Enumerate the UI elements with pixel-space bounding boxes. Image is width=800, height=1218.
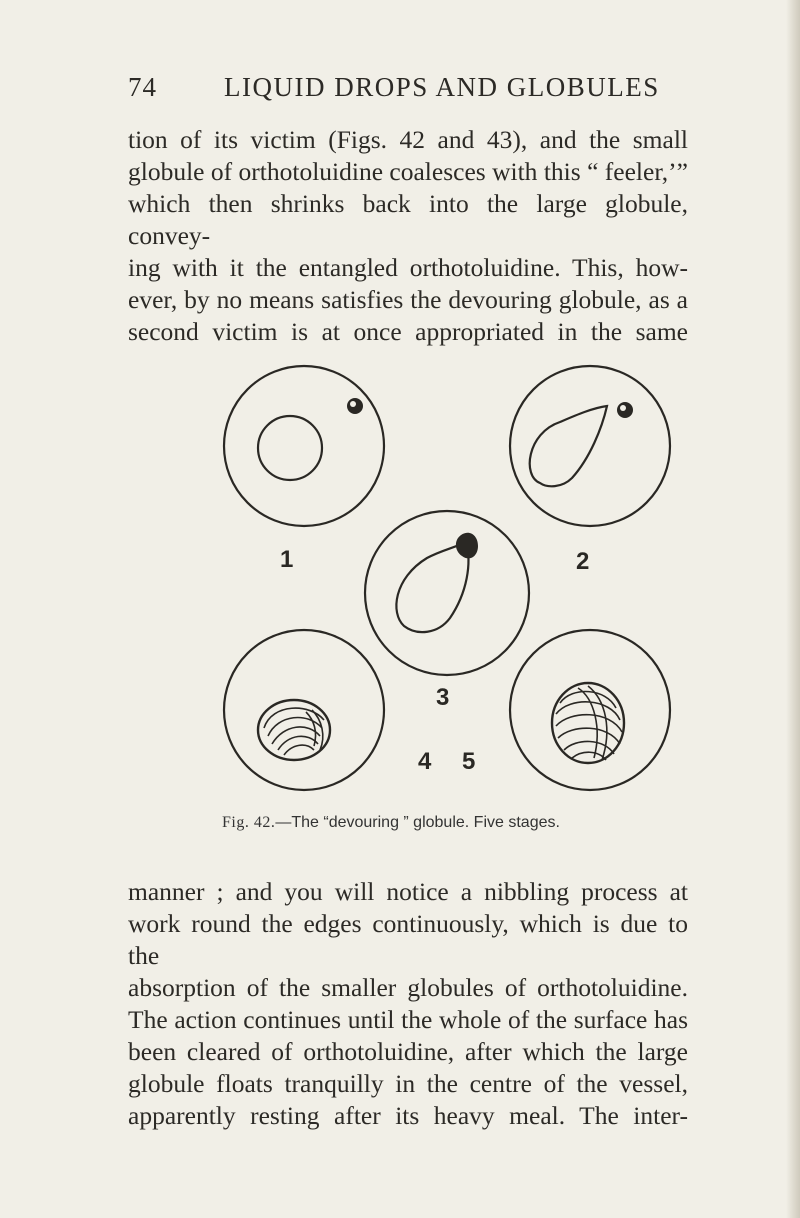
text-line: apparently resting after its heavy meal. The inter- [128,1101,688,1130]
vessel-stage-5 [510,630,670,790]
globule-stage-4 [258,700,330,760]
text-line: second victim is at once appropriated in the same [128,317,688,346]
text-line: globule floats tranquilly in the centre of the vessel, [128,1069,688,1098]
stage-label-5: 5 [462,748,476,775]
text-line: globule of orthotoluidine coalesces with this “ feeler,’” [128,157,688,186]
globule-stage-2 [530,406,607,486]
victim-globule-3 [456,533,478,559]
text-line: ing with it the entangled orthotoluidine. This, how- [128,253,688,282]
page-number: 74 [128,72,157,102]
vessel-stage-4 [224,630,384,790]
caption-text: —The “devouring ” globule. Five stages. [275,814,560,831]
running-title: LIQUID DROPS AND GLOBULES [224,72,660,102]
globule-stage-5 [552,683,624,763]
text-line: manner ; and you will notice a nibbling process at [128,877,688,906]
text-line: The action continues until the whole of the surface has [128,1005,688,1034]
stage-label-3: 3 [436,684,450,711]
text-line: ever, by no means satisfies the devouring globule, as a [128,285,688,314]
text-line: tion of its victim (Figs. 42 and 43), and the small [128,125,688,154]
stage-label-4: 4 [418,748,432,775]
text-line: been cleared of orthotoluidine, after which the large [128,1037,688,1066]
stage-label-2: 2 [576,548,590,575]
text-line: which then shrinks back into the large globule, convey- [128,189,688,250]
figure-caption [222,814,692,832]
page-edge-shadow [786,0,800,1218]
caption-figure-number: Fig. 42. [222,814,276,831]
paragraph-bottom [128,876,688,1132]
vessel-stage-1 [224,366,384,526]
running-header [128,72,688,112]
text-line: work round the edges continuously, which is due to the [128,909,688,970]
vessel-stage-3 [365,511,529,675]
text-line: absorption of the smaller globules of orthotoluidine. [128,973,688,1002]
stage-label-1: 1 [280,546,294,573]
paragraph-top [128,124,688,348]
globule-stage-1 [258,416,322,480]
globule-stages-drawing [222,358,682,798]
globule-stage-3 [396,542,468,632]
figure-42 [222,358,682,798]
